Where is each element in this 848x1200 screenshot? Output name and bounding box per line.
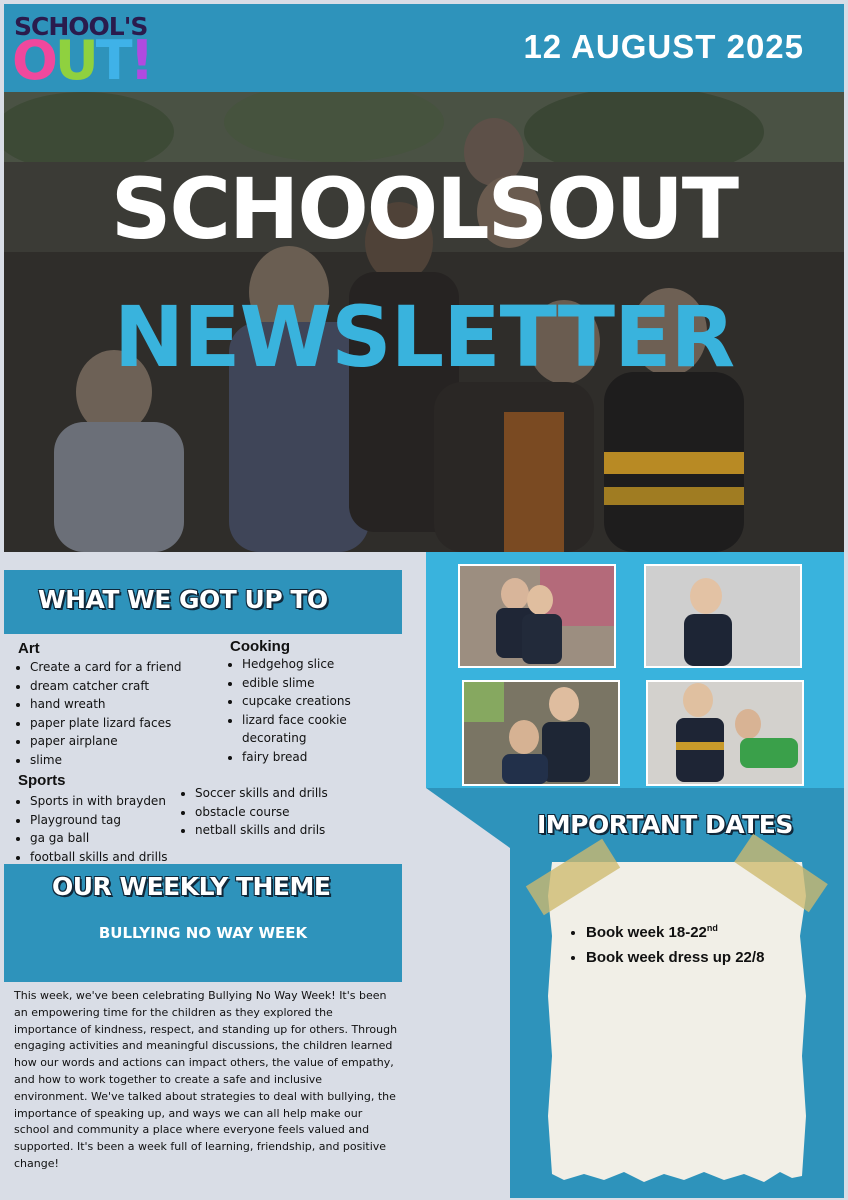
weekly-theme-paragraph: This week, we've been celebrating Bullying No Way Week! It's been an empowering time for the children as they explored the importance of kindness, respect, and standing up for others. Through engaging activities and meaningful discussions, the children learned how our words and actions can impact others, the value of empathy, and how to work together to create a safe and inclusive environment. We've talked about strategies to deal with bullying, the importance of speaking up, and ways we can all help make our school and community a place where everyone feels valued and supported. It's been a week full of learning, friendship, and positive change! (14, 989, 398, 1170)
list-item: decorating (242, 731, 307, 746)
list-item: • Book week dress up 22/8 (586, 945, 764, 970)
list-item: • Create a card for a friend (30, 658, 240, 677)
list-item: • hand wreath (30, 695, 240, 714)
list-item: • netball skills and drils (195, 821, 395, 840)
logo-out-text: OUT! (12, 29, 152, 92)
list-item: • obstacle course (195, 803, 395, 822)
weekly-theme-heading: OUR WEEKLY THEME (52, 872, 331, 901)
list-item: • edible slime (242, 674, 412, 693)
activity-photo-1 (458, 564, 616, 668)
list-item: • paper plate lizard faces (30, 714, 240, 733)
activity-photo-2 (644, 564, 802, 668)
cooking-label: Cooking (230, 638, 290, 655)
list-item: • Hedgehog slice (242, 655, 412, 674)
list-item: • Sports in with brayden (30, 792, 210, 811)
important-dates-heading: IMPORTANT DATES (537, 810, 793, 839)
logo-top-text: SCHOOL'S (14, 12, 148, 41)
list-item: • Book week 18-22nd (586, 916, 764, 945)
list-item: • fairy bread (242, 748, 412, 767)
hero-title-line2: NEWSLETTER (113, 288, 735, 386)
cooking-list (222, 655, 412, 767)
art-list (10, 658, 240, 770)
weekly-theme-subtitle: BULLYING NO WAY WEEK (98, 924, 308, 942)
connector-shape (426, 788, 510, 848)
list-item: • dream catcher craft (30, 677, 240, 696)
sports-label: Sports (18, 772, 66, 789)
hero-photo (4, 92, 844, 552)
schools-out-logo (14, 12, 164, 90)
header-bar (4, 4, 844, 92)
list-item: • Playground tag (30, 811, 210, 830)
list-item: • lizard face cookie (242, 711, 412, 730)
important-dates-list (568, 916, 764, 970)
list-item: • Soccer skills and drills (195, 784, 395, 803)
list-item: • paper airplane (30, 732, 240, 751)
art-label: Art (18, 640, 40, 657)
list-item: • ga ga ball (30, 829, 210, 848)
activity-photo-3 (462, 680, 620, 786)
photo-collage (426, 552, 844, 788)
torn-paper-note (544, 856, 810, 1196)
hero-title-line1: SCHOOLSOUT (110, 160, 738, 258)
activity-photo-4 (646, 680, 804, 786)
list-item: • football skills and drills (30, 848, 210, 867)
issue-date: 12 AUGUST 2025 (523, 28, 804, 65)
activities-heading: WHAT WE GOT UP TO (38, 585, 328, 614)
sports-list-right (175, 784, 395, 840)
list-item: • cupcake creations (242, 692, 412, 711)
list-item: • slime (30, 751, 240, 770)
